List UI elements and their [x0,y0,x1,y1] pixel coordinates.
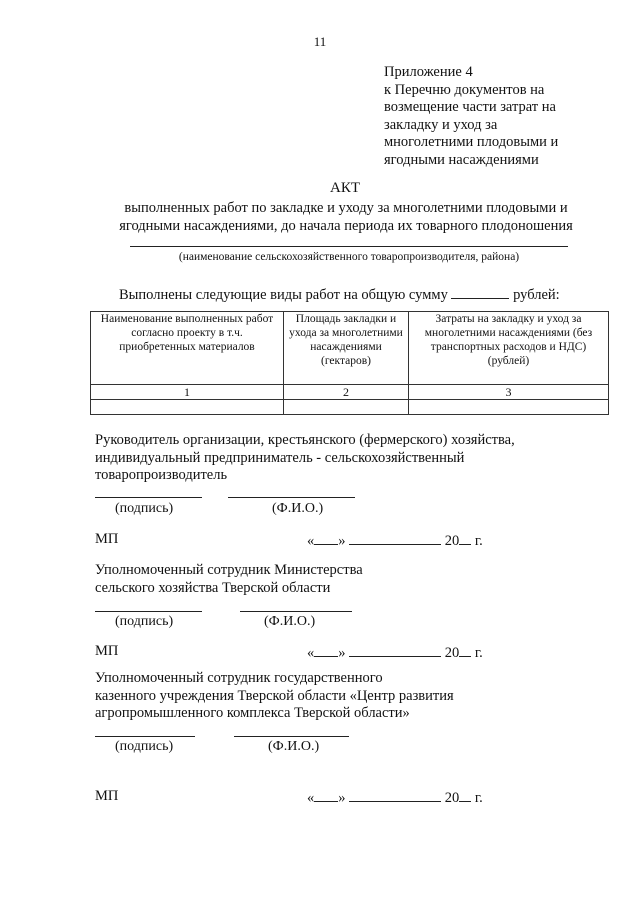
appendix-line: ягодными насаждениями [384,151,539,168]
signature-line [95,497,202,498]
producer-name-line [130,246,568,247]
date-line [307,531,483,550]
signature-caption: (подпись) [115,614,174,629]
stamp-place: МП [95,788,119,804]
year-prefix: 20 [444,533,460,549]
works-total-line [119,285,560,304]
name-line [234,736,349,737]
signatory-line: Уполномоченный сотрудник Министерства [95,562,363,578]
appendix-block [384,64,624,169]
ministry-signatory-title [95,562,363,597]
stamp-place: МП [95,531,119,547]
signature-line [95,736,195,737]
year-prefix: 20 [444,790,460,806]
act-subtitle-line: выполненных работ по закладке и уходу за многолетними плодовыми и [124,200,568,216]
signature-caption: (подпись) [115,501,174,516]
signatory-line: индивидуальный предприниматель - сельскохозяйственный [95,449,465,466]
sum-blank [451,285,509,299]
year-blank [459,788,471,802]
quote-close: » [338,790,346,806]
page-number: 11 [313,34,327,49]
table-column-number: 1 [91,385,284,400]
act-subtitle [86,199,606,235]
year-suffix: г. [474,533,483,549]
stamp-place: МП [95,643,119,659]
month-blank [349,531,441,545]
center-signatory-title [95,670,454,723]
head-signatory-title [95,432,515,485]
signature-caption: (подпись) [115,739,174,754]
table-empty-cell [91,400,284,415]
table-header-costs: Затраты на закладку и уход за многолетними насаждениями (без транспортных расходов и НДС) (рублей) [409,312,609,385]
table-empty-cell [284,400,409,415]
act-title: АКТ [330,180,360,196]
table-header-works: Наименование выполненных работ согласно проекту в т.ч. приобретенных материалов [91,312,284,385]
month-blank [349,788,441,802]
month-blank [349,643,441,657]
signatory-line: Руководитель организации, крестьянского (фермерского) хозяйства, [95,432,515,448]
name-caption: (Ф.И.О.) [272,501,324,516]
date-line [307,788,483,807]
year-suffix: г. [474,645,483,661]
works-table [90,311,609,415]
works-prefix: Выполнены следующие виды работ на общую сумму [119,287,448,303]
appendix-line: возмещение части затрат на [384,99,556,115]
year-blank [459,643,471,657]
name-line [228,497,355,498]
table-column-number: 3 [409,385,609,400]
day-blank [314,643,338,657]
works-suffix: рублей: [513,287,560,303]
act-subtitle-line: ягодными насаждениями, до начала периода их товарного плодоношения [119,218,573,234]
quote-close: » [338,533,346,549]
producer-caption: (наименование сельскохозяйственного товаропроизводителя, района) [178,251,520,263]
quote-open: « [307,645,315,661]
table-column-number: 2 [284,385,409,400]
table-header-area: Площадь закладки и ухода за многолетними насаждениями (гектаров) [284,312,409,385]
appendix-line: многолетними плодовыми и [384,134,559,150]
signatory-line: агропромышленного комплекса Тверской области» [95,705,410,721]
table-empty-cell [409,400,609,415]
name-caption: (Ф.И.О.) [268,739,320,754]
signatory-line: казенного учреждения Тверской области «Центр развития [95,687,454,704]
year-prefix: 20 [444,645,460,661]
quote-close: » [338,645,346,661]
quote-open: « [307,790,315,806]
name-line [240,611,352,612]
signatory-line: сельского хозяйства Тверской области [95,579,331,596]
appendix-line: Приложение 4 [384,64,473,80]
signatory-line: товаропроизводитель [95,467,228,483]
day-blank [314,531,338,545]
year-blank [459,531,471,545]
appendix-line: к Перечню документов на [384,81,545,98]
signature-line [95,611,202,612]
signatory-line: Уполномоченный сотрудник государственного [95,670,383,686]
year-suffix: г. [474,790,483,806]
quote-open: « [307,533,315,549]
appendix-line: закладку и уход за [384,116,498,133]
date-line [307,643,483,662]
day-blank [314,788,338,802]
name-caption: (Ф.И.О.) [264,614,316,629]
